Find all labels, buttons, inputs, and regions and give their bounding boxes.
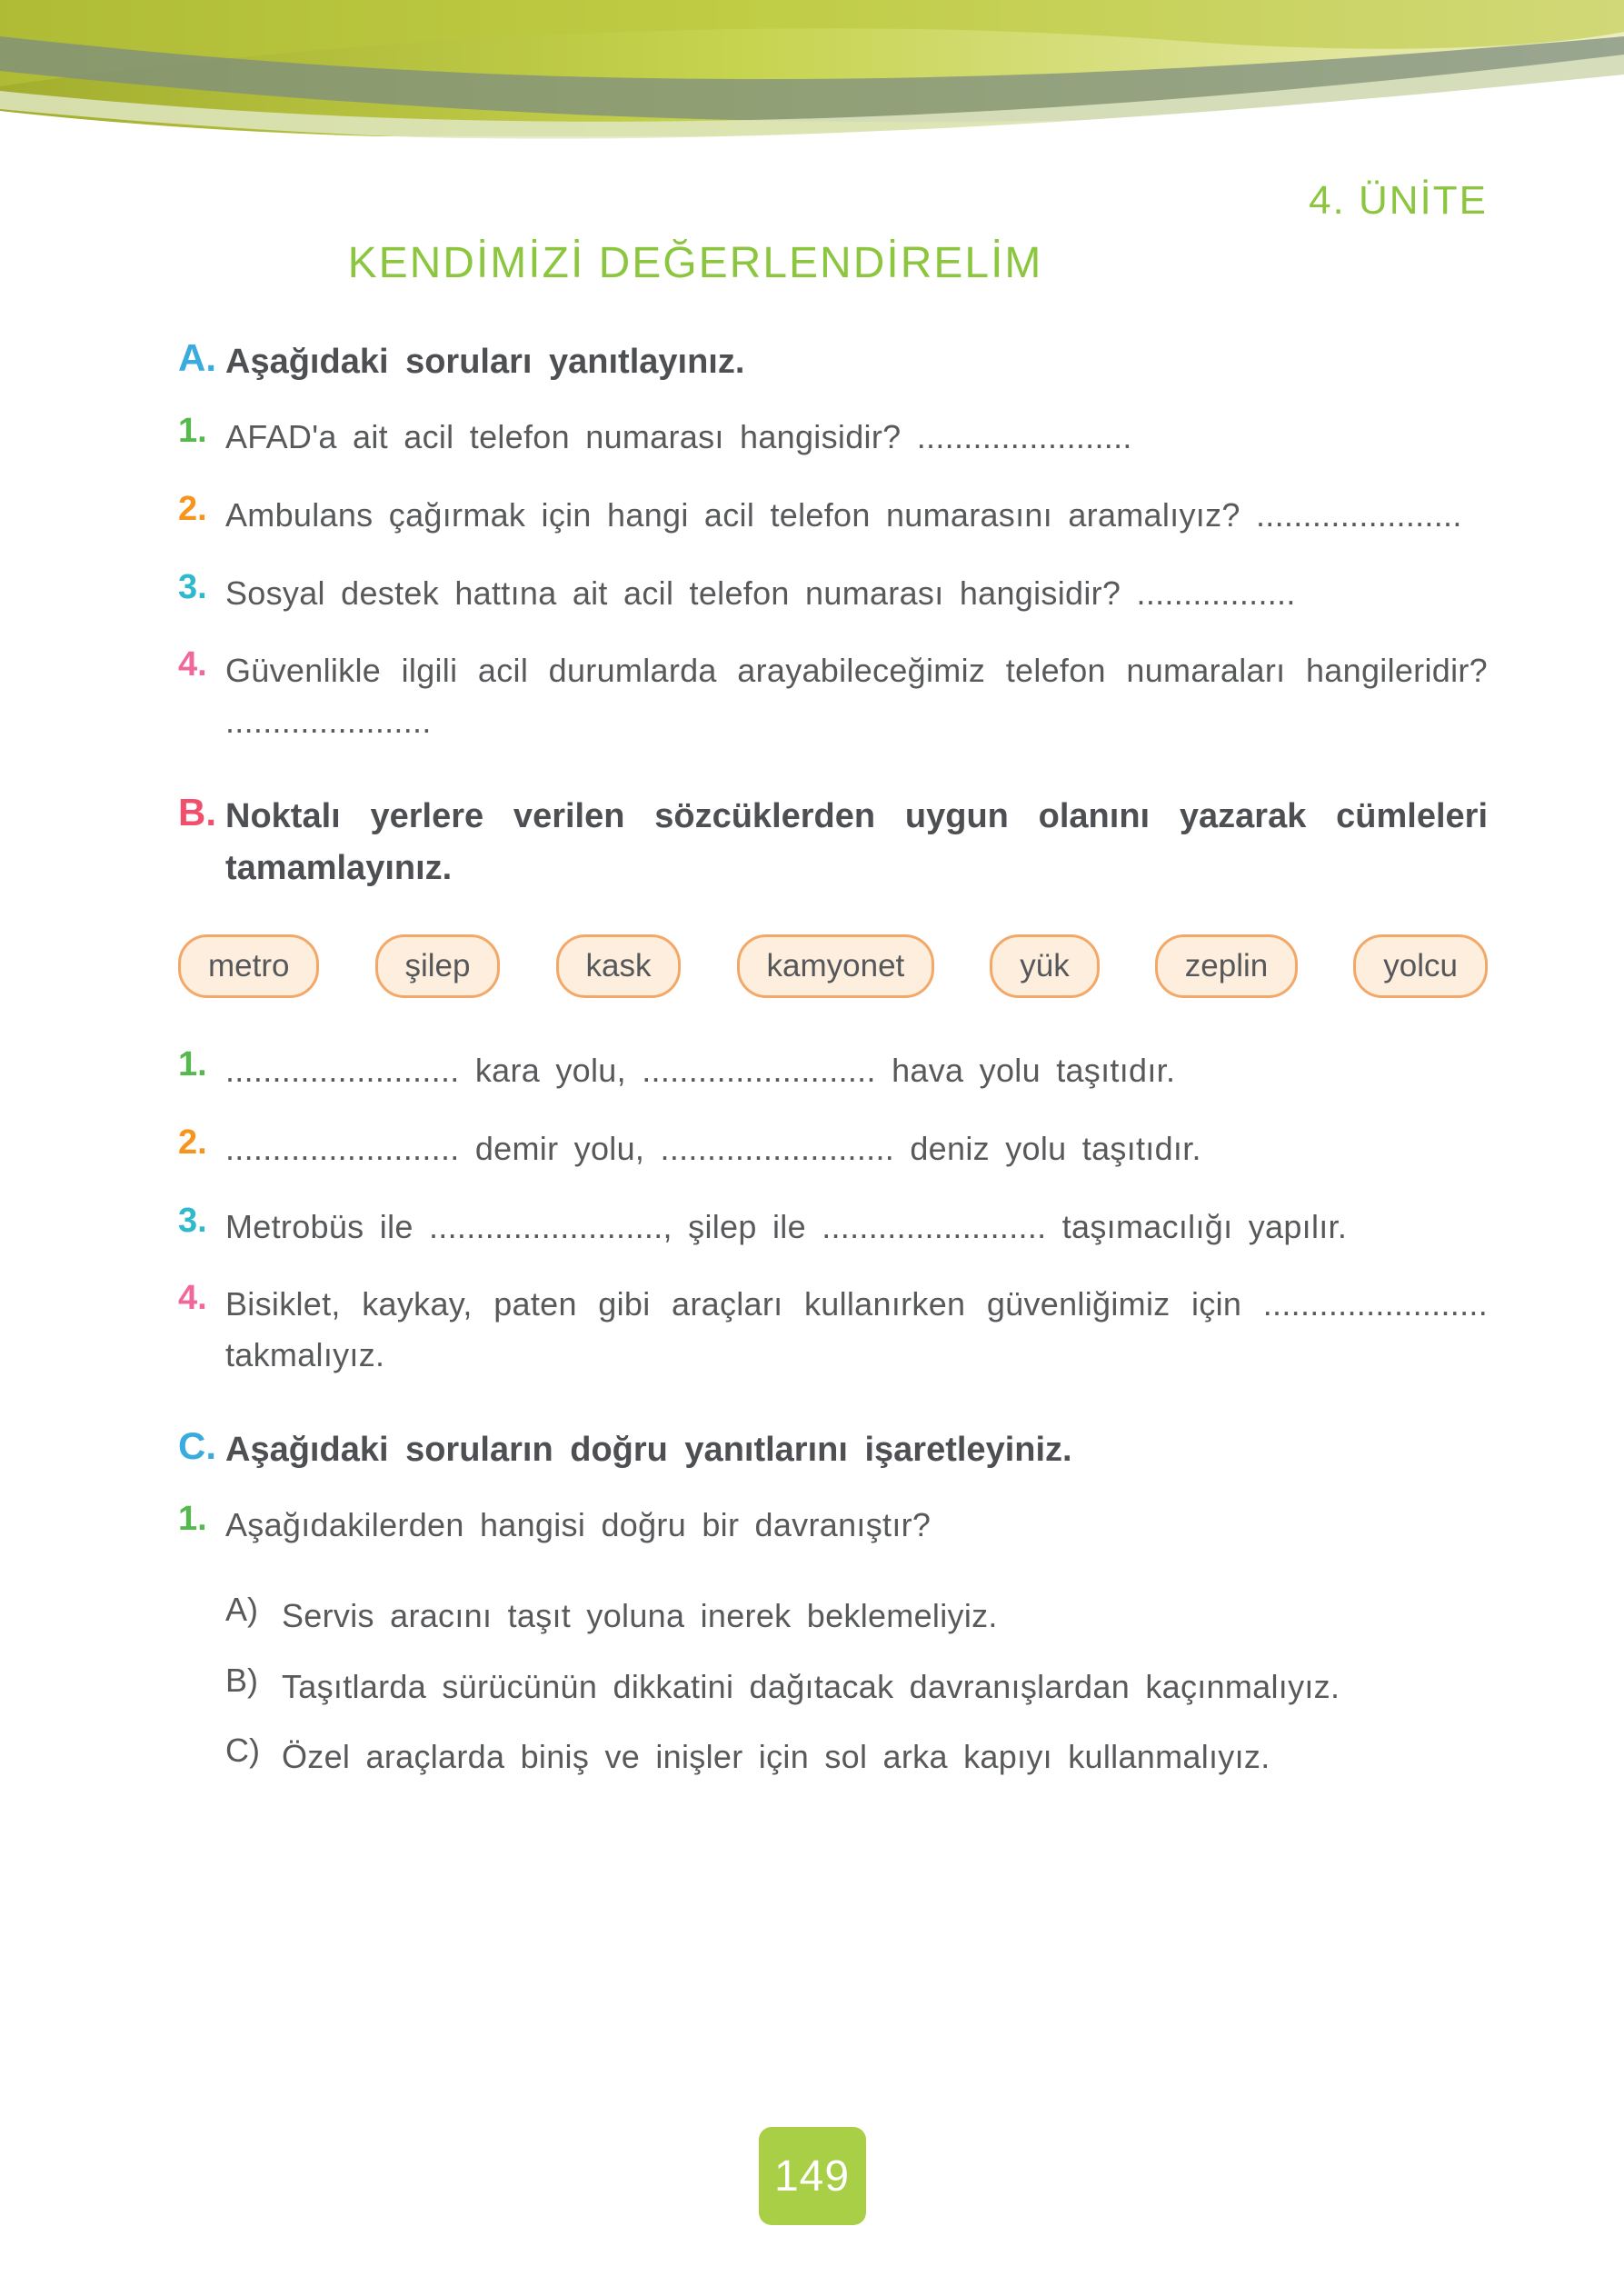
word-chip-kamyonet: kamyonet [737,934,935,998]
question-text: AFAD'a ait acil telefon numarası hangisidir? ....................... [225,418,1132,455]
option-text: Özel araçlarda biniş ve inişler için sol arka kapıyı kullanmalıyız. [282,1738,1270,1776]
item-number: 2. [178,1123,207,1162]
word-chip-kask: kask [556,934,682,998]
option-text: Servis aracını taşıt yoluna inerek beklemeliyiz. [282,1596,998,1634]
question-number: 4. [178,645,207,684]
item-text: ......................... kara yolu, ......................... hava yolu taşıtıdır. [225,1051,1176,1089]
section-a-question-2 [178,490,1488,541]
item-text: Bisiklet, kaykay, paten gibi araçları kullanırken güvenliğimiz için ........................ takmalıyız. [225,1285,1488,1374]
section-a-question-3 [178,568,1488,619]
word-chip-metro: metro [178,934,319,998]
section-b-heading-row [178,791,1488,894]
unit-label: 4. ÜNİTE [1309,178,1488,223]
section-c-heading: Aşağıdaki soruların doğru yanıtlarını işaretleyiniz. [225,1430,1072,1469]
decorative-wave-header [0,0,1624,191]
section-b-item-1 [178,1045,1488,1096]
section-a-question-4 [178,645,1488,747]
section-b-letter: B. [178,790,216,834]
section-a-question-1 [178,412,1488,463]
item-number: 4. [178,1279,207,1318]
option-a [225,1591,1488,1642]
question-text: Sosyal destek hattına ait acil telefon numarası hangisidir? ................. [225,574,1296,612]
word-chip-yolcu: yolcu [1353,934,1488,998]
item-number: 3. [178,1201,207,1240]
wave-graphic [0,0,1624,191]
page-content [178,336,1488,1802]
option-text: Taşıtlarda sürücünün dikkatini dağıtacak davranışlardan kaçınmalıyız. [282,1667,1340,1705]
item-text: ......................... demir yolu, ......................... deniz yolu taşıtıdır. [225,1129,1201,1167]
question-text: Güvenlikle ilgili acil durumlarda arayabileceğimiz telefon numaraları hangileridir? ...................... [225,652,1488,741]
word-chip-silep: şilep [375,934,501,998]
section-c-letter: C. [178,1423,216,1467]
section-b-item-2 [178,1123,1488,1174]
section-a-heading: Aşağıdaki soruları yanıtlayınız. [225,343,745,381]
option-b [225,1662,1488,1712]
word-chip-yuk: yük [990,934,1099,998]
section-b-item-4 [178,1279,1488,1381]
question-number: 2. [178,489,207,528]
question-text: Aşağıdakilerden hangisi doğru bir davranıştır? [225,1505,932,1543]
section-a-letter: A. [178,336,216,379]
option-label: B) [225,1661,258,1699]
section-c-question-1 [178,1500,1488,1551]
question-text: Ambulans çağırmak için hangi acil telefon numarasını aramalıyız? ...................... [225,495,1462,534]
question-number: 1. [178,1499,207,1538]
page-title: KENDİMİZİ DEĞERLENDİRELİM [347,239,1043,287]
section-b-item-3 [178,1202,1488,1253]
question-number: 3. [178,567,207,606]
section-a-heading-row [178,336,1488,388]
section-c-heading-row [178,1424,1488,1476]
question-number: 1. [178,412,207,450]
option-label: C) [225,1732,260,1770]
option-c [225,1732,1488,1782]
word-bank [178,934,1488,998]
page-number-badge: 149 [759,2127,866,2225]
option-label: A) [225,1590,258,1628]
item-number: 1. [178,1044,207,1083]
section-b-heading: Noktalı yerlere verilen sözcüklerden uygun olanını yazarak cümleleri tamamlayınız. [225,796,1488,887]
item-text: Metrobüs ile ........................., şilep ile ........................ taşımacılığı yapılır. [225,1207,1348,1245]
word-chip-zeplin: zeplin [1155,934,1298,998]
